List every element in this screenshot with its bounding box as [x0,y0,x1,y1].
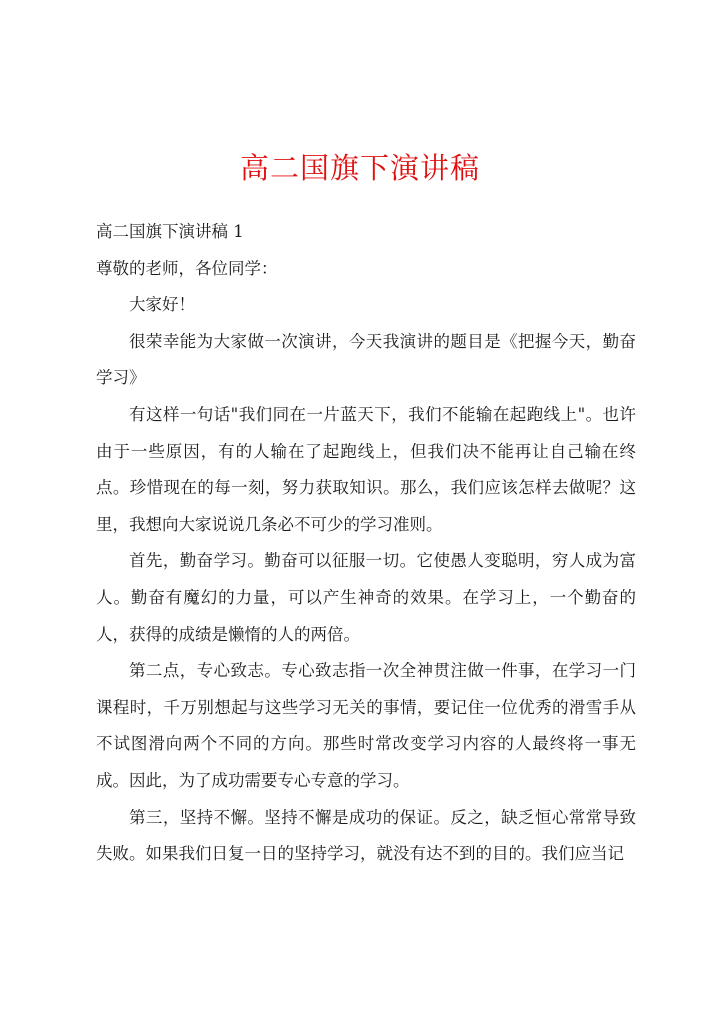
body-paragraph: 有这样一句话"我们同在一片蓝天下，我们不能输在起跑线上"。也许由于一些原因，有的人输在了起跑线上，但我们决不能再让自己输在终点。珍惜现在的每一刻，努力获取知识。那么，我们应该怎样去做呢？这里，我想向大家说说几条必不可少的学习准则。 [96,404,636,534]
body-paragraph: 第三，坚持不懈。坚持不懈是成功的保证。反之，缺乏恒心常常导致失败。如果我们日复一日的坚持学习，就没有达不到的目的。我们应当记 [96,807,636,864]
salutation: 尊敬的老师，各位同学： [96,258,278,278]
section-heading: 高二国旗下演讲稿 1 [96,222,244,241]
body-paragraph: 第二点，专心致志。专心致志指一次全神贯注做一件事，在学习一门课程时，千万别想起与这些学习无关的事情，要记住一位优秀的滑雪手从不试图滑向两个不同的方向。那些时常改变学习内容的人最终将一事无成。因此，为了成功需要专心专意的学习。 [96,661,636,790]
document-title: 高二国旗下演讲稿 [239,151,480,185]
body-paragraph: 首先，勤奋学习。勤奋可以征服一切。它使愚人变聪明，穷人成为富人。勤奋有魔幻的力量，可以产生神奇的效果。在学习上，一个勤奋的人，获得的成绩是懒惰的人的两倍。 [96,551,636,644]
body-paragraph: 很荣幸能为大家做一次演讲，今天我演讲的题目是《把握今天，勤奋学习》 [96,331,636,388]
document-body [96,214,636,873]
greeting-paragraph: 大家好！ [129,295,195,315]
